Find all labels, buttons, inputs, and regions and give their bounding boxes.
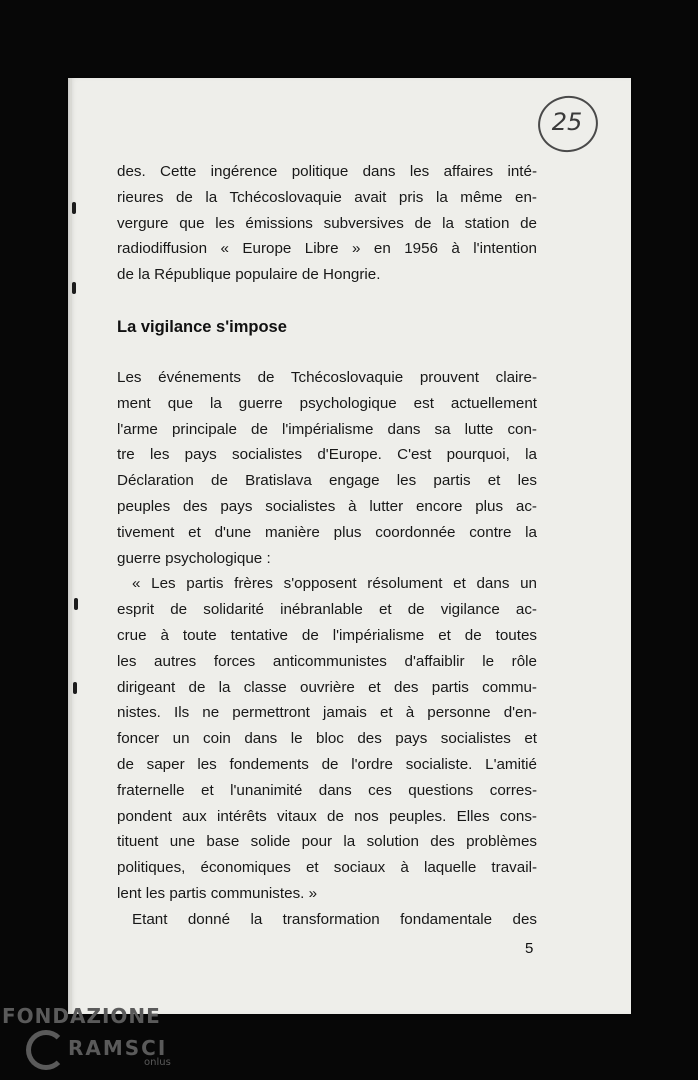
text-line: politiques, économiques et sociaux à laquelle travail- xyxy=(117,859,537,877)
text-line: foncer un coin dans le bloc des pays socialistes et xyxy=(117,730,537,748)
text-line: fraternelle et l'unanimité dans ces questions corres- xyxy=(117,781,537,799)
text-line: Déclaration de Bratislava engage les partis et les xyxy=(117,472,537,490)
text-line: peuples des pays socialistes à lutter encore plus ac- xyxy=(117,497,537,515)
text-line: vergure que les émissions subversives de la station de xyxy=(117,214,537,232)
text-line: « Les partis frères s'opposent résolument et dans un xyxy=(132,575,537,593)
page-binding-edge xyxy=(70,78,72,1014)
text-line: lent les partis communistes. » xyxy=(117,884,318,902)
staple-mark xyxy=(73,682,77,694)
text-line: guerre psychologique : xyxy=(117,549,271,567)
text-line: pondent aux intérêts vitaux de nos peuples. Elles cons- xyxy=(117,807,537,825)
text-line: des. Cette ingérence politique dans les affaires inté- xyxy=(117,163,537,180)
section-heading: La vigilance s'impose xyxy=(117,318,287,336)
text-line: les autres forces anticommunistes d'affaiblir le rôle xyxy=(117,652,537,670)
fondazione-gramsci-watermark xyxy=(2,1004,182,1074)
staple-mark xyxy=(74,598,78,610)
watermark-line2: RAMSCI xyxy=(68,1036,168,1060)
text-line: tituent une base solide pour la solution des problèmes xyxy=(117,833,537,851)
text-line: tre les pays socialistes d'Europe. C'est pourquoi, la xyxy=(117,446,537,464)
staple-mark xyxy=(72,282,76,294)
text-line: l'arme principale de l'impérialisme dans sa lutte con- xyxy=(117,420,537,438)
archive-number: 25 xyxy=(551,108,583,136)
watermark-line1: FONDAZIONE xyxy=(2,1004,161,1028)
watermark-suffix: onlus xyxy=(144,1057,171,1068)
page-number: 5 xyxy=(525,940,534,957)
text-line: Etant donné la transformation fondamentale des xyxy=(132,910,537,928)
text-line: rieures de la Tchécoslovaquie avait pris la même en- xyxy=(117,188,537,206)
paragraph-1 xyxy=(117,159,537,288)
watermark-g-logo xyxy=(26,1030,66,1070)
staple-mark xyxy=(72,202,76,214)
text-line: dirigeant de la classe ouvrière et des partis commu- xyxy=(117,678,537,696)
text-line: nistes. Ils ne permettront jamais et à personne d'en- xyxy=(117,704,537,722)
paragraph-2 xyxy=(117,365,537,933)
text-line: radiodiffusion « Europe Libre » en 1956 à l'intention xyxy=(117,240,537,258)
text-line: Les événements de Tchécoslovaquie prouvent claire- xyxy=(117,369,537,386)
text-line: de saper les fondements de l'ordre socialiste. L'amitié xyxy=(117,755,537,773)
text-line: esprit de solidarité inébranlable et de vigilance ac- xyxy=(117,601,537,619)
text-line: crue à toute tentative de l'impérialisme et de toutes xyxy=(117,626,537,644)
text-line: ment que la guerre psychologique est actuellement xyxy=(117,394,537,412)
text-line: tivement et d'une manière plus coordonnée contre la xyxy=(117,523,537,541)
text-line: de la République populaire de Hongrie. xyxy=(117,266,381,284)
